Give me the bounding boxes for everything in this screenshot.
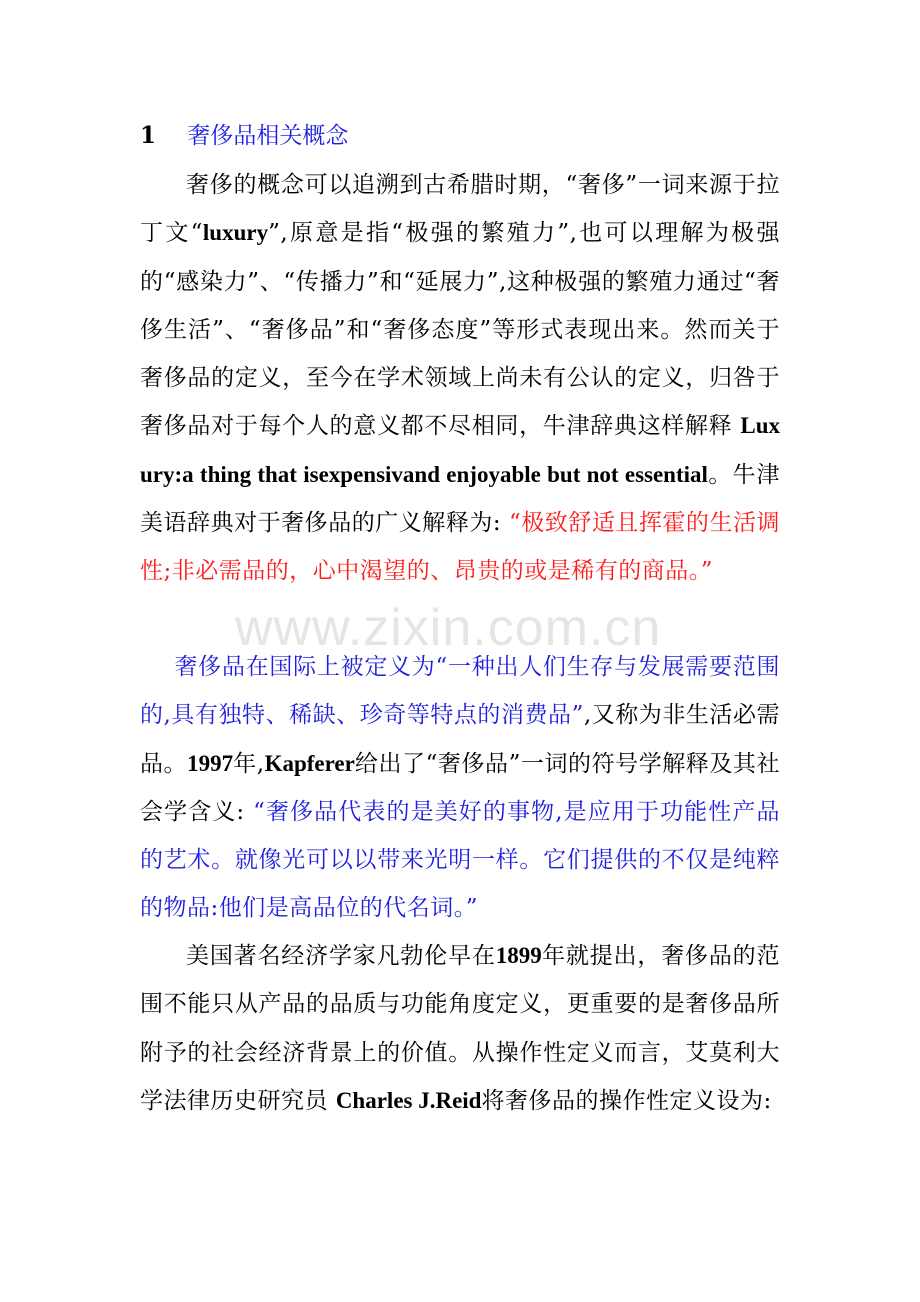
year-1997: 1997 [187,750,234,776]
watermark: www.zixin.com.cn [235,599,662,657]
text-run: 给出了“奢侈品”一词的符号学解释及其社会学含义: [140,750,780,825]
blue-quote-definition: 奢侈品在国际上被定义为“一种出人们生存与发展需要范围的,具有独特、稀缺、珍奇等特点的消费品” [140,654,780,729]
author-kapferer: Kapferer [264,750,355,776]
text-run: 年就提出，奢侈品的范围不能只从产品的品质与功能角度定义，更重要的是奢侈品所附予的社会经济背景上的价值。从操作性定义而言，艾莫利大学法律历史研究员 [140,943,781,1114]
blue-quote-kapferer: “奢侈品代表的是美好的事物,是应用于功能性产品的艺术。就像光可以以带来光明一样。它们提供的不仅是纯粹的物品:他们是高品位的代名词。” [140,798,780,922]
text-run: 将奢侈品的操作性定义设为: [481,1087,772,1114]
text-run: 年, [233,750,265,777]
text-run: ,又称为非生活必需品。 [140,702,780,777]
paragraph-luxury-origin [140,161,780,596]
paragraph-international-definition [140,643,780,933]
term-luxury: luxury [202,220,269,246]
text-run: 美国著名经济学家凡勃伦早在 [186,943,496,969]
section-heading [140,118,348,154]
text-run: ”,原意是指“极强的繁殖力”,也可以理解为极强的“感染力”、“传播力”和“延展力”,这种极强的繁殖力通过“奢侈生活”、“奢侈品”和“奢侈态度”等形式表现出来。然而关于奢侈品的定义，至今在学术领域上尚未有公认的定义，归咎于奢侈品对于每个人的意义都不尽相同，牛津辞典这样解释 [140,220,780,440]
text-run: 。牛津美语辞典对于奢侈品的广义解释为: [140,461,780,537]
paragraph-veblen [140,932,780,1125]
year-1899: 1899 [495,943,542,968]
section-title: 奢侈品相关概念 [187,123,349,149]
red-quote: “极致舒适且挥霍的生活调性;非必需品的，心中渴望的、昂贵的或是稀有的商品。” [140,510,781,585]
text-run: 奢侈的概念可以追溯到古希腊时期，“奢侈”一词来源于拉丁文“ [140,172,780,247]
author-reid: Charles J.Reid [335,1087,482,1113]
section-number: 1 [140,122,157,149]
oxford-definition: Luxury:a thing that isexpensivand enjoyable but not essential [140,413,780,487]
